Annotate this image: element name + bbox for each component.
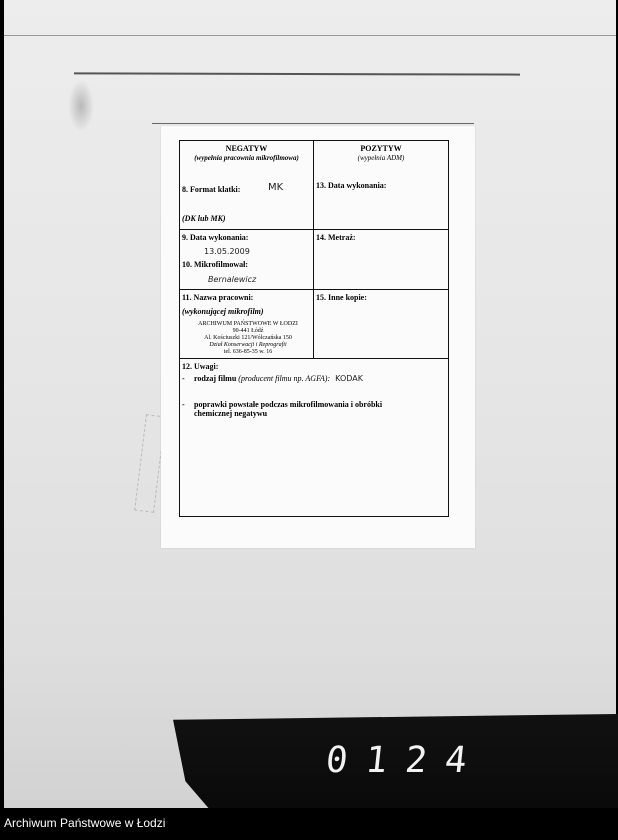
length-label: 14. Metraż:	[316, 233, 356, 242]
microfilm-card	[161, 126, 475, 548]
bullet-dash-2: -	[182, 400, 185, 409]
film-type-hint: (producent filmu np. AGFA):	[238, 374, 331, 383]
lab-address-line4: Dział Konserwacji i Reprografii	[209, 342, 287, 348]
remarks-label: 12. Uwagi:	[182, 362, 219, 371]
negatyw-subtitle: (wypełnia pracownia mikrofilmowa)	[194, 154, 299, 162]
lab-address-line3: Al. Kościuszki 121/Wólczańska 150	[204, 335, 292, 341]
column-divider	[313, 141, 314, 359]
row-divider-2	[180, 289, 448, 290]
bullet-dash-1: -	[182, 374, 185, 383]
archive-name: Archiwum Państwowe w Łodzi	[4, 816, 166, 830]
other-copies-label: 15. Inne kopie:	[316, 293, 367, 302]
row-divider-1	[180, 229, 448, 230]
pozytyw-date-label: 13. Data wykonania:	[316, 181, 387, 190]
lab-name-sub: (wykonującej mikrofilm)	[182, 307, 264, 316]
corrections-line2: chemicznej negatywu	[194, 409, 268, 418]
film-background	[4, 0, 616, 808]
lab-address-line1: ARCHIWUM PAŃSTWOWE W ŁODZI	[198, 321, 298, 327]
film-type-row	[194, 374, 444, 383]
wire-line-lower	[152, 123, 474, 124]
microfilmed-by-label: 10. Mikrofilmował:	[182, 260, 249, 269]
format-value: MK	[268, 182, 284, 193]
microfilmed-by-value: Bernalewicz	[208, 275, 257, 284]
lab-address-line2: 90-441 Łódź	[232, 328, 264, 334]
corrections-line1: poprawki powstałe podczas mikrofilmowania i obróbki	[194, 400, 383, 409]
top-edge-line	[4, 35, 616, 36]
film-type-label: rodzaj filmu	[194, 374, 237, 383]
pozytyw-subtitle: (wypełnia ADM)	[357, 154, 405, 162]
lab-name-label: 11. Nazwa pracowni:	[182, 293, 254, 302]
row-divider-3	[180, 358, 448, 359]
negatyw-date-value: 13.05.2009	[204, 247, 250, 256]
negatyw-title: NEGATYW	[225, 144, 268, 153]
format-hint: (DK lub MK)	[182, 214, 226, 223]
film-type-value: KODAK	[335, 374, 363, 383]
frame-counter: 0124	[323, 740, 487, 781]
lab-address-line5: tel. 636-85-35 w. 16	[223, 349, 273, 355]
negatyw-date-label: 9. Data wykonania:	[182, 233, 249, 242]
wire-line-top	[74, 72, 520, 75]
microfilm-form	[179, 140, 449, 517]
smudge-mark	[68, 80, 94, 132]
format-label: 8. Format klatki:	[182, 185, 241, 194]
pozytyw-title: POZYTYW	[360, 144, 402, 153]
